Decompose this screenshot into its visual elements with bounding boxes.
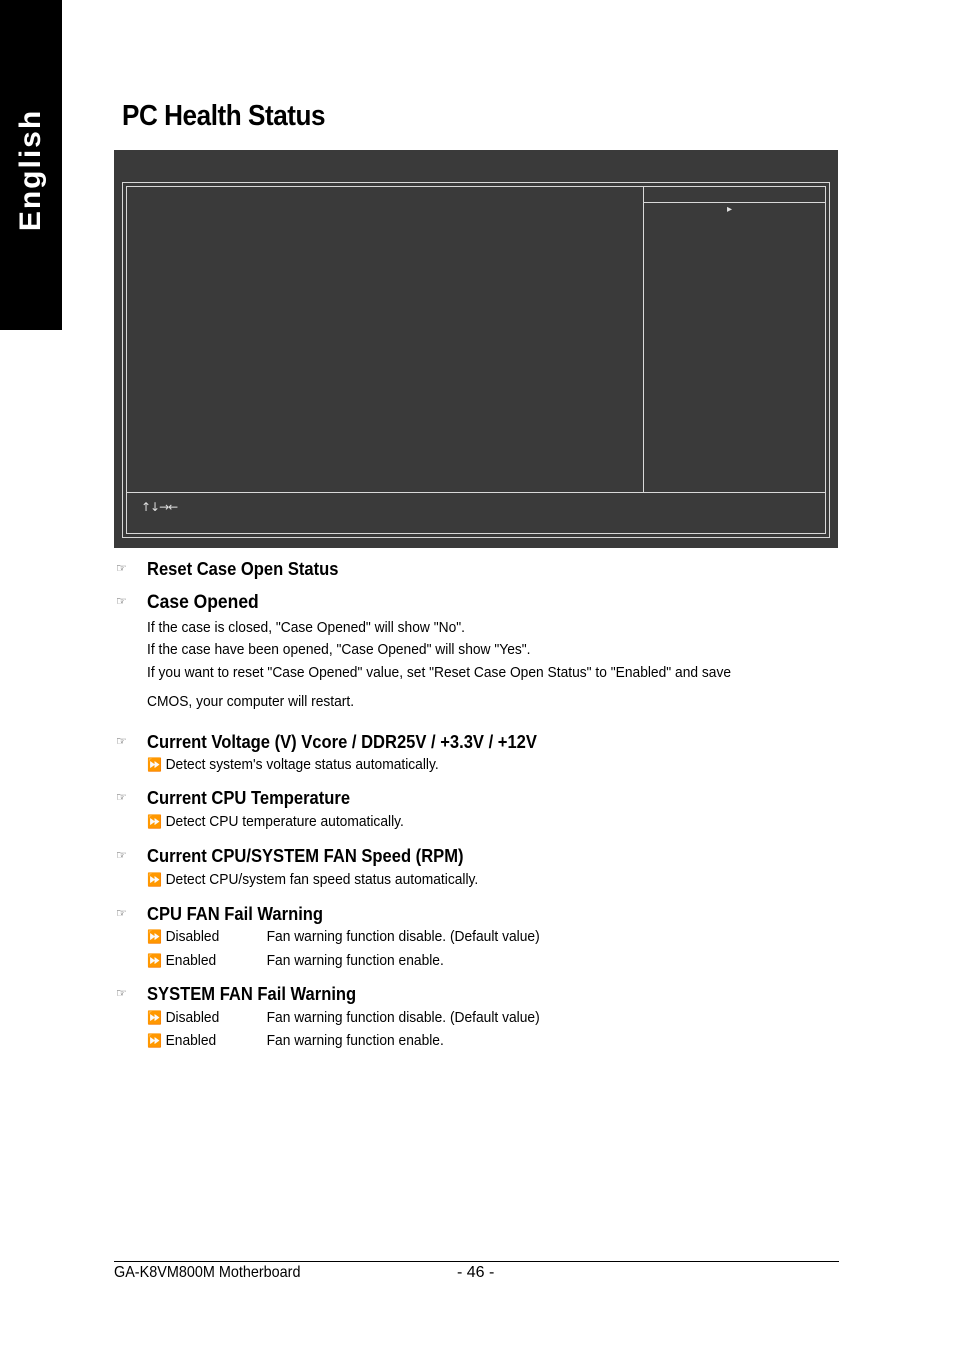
footer-model: GA-K8VM800M Motherboard	[114, 1264, 301, 1281]
language-tab-label: English	[14, 108, 47, 232]
pointing-hand-icon: ☞	[116, 594, 127, 608]
bios-nav-keys: ↑↓→←	[141, 500, 178, 514]
description-line: If the case have been opened, "Case Opened" will show "Yes".	[147, 641, 531, 658]
item-title: Current CPU/SYSTEM FAN Speed (RPM)	[147, 846, 464, 866]
bios-help-header-divider	[644, 202, 825, 203]
page-number: - 46 -	[457, 1264, 495, 1281]
pointing-hand-icon: ☞	[116, 848, 127, 862]
item-title: SYSTEM FAN Fail Warning	[147, 984, 357, 1004]
option-description: Fan warning function disable. (Default value)	[266, 928, 540, 945]
item-title: CPU FAN Fail Warning	[147, 904, 324, 924]
description-line: ⏩ Detect CPU temperature automatically.	[147, 813, 404, 830]
option-row	[147, 928, 540, 945]
double-arrow-icon: ⏩	[147, 930, 162, 945]
item-title: Reset Case Open Status	[147, 559, 339, 579]
option-description: Fan warning function enable.	[266, 1032, 444, 1049]
description-line: If you want to reset "Case Opened" value, set "Reset Case Open Status" to "Enabled" and save	[147, 664, 732, 681]
page-title: PC Health Status	[122, 100, 326, 132]
option-name: Enabled	[165, 1032, 217, 1049]
option-description: Fan warning function enable.	[266, 952, 444, 969]
language-tab	[0, 0, 62, 330]
option-name: Disabled	[165, 928, 220, 945]
bios-screenshot	[114, 150, 838, 548]
option-name: Disabled	[165, 1009, 220, 1026]
pointing-hand-icon: ☞	[116, 986, 127, 1000]
double-arrow-icon: ⏩	[147, 758, 162, 773]
option-row	[147, 1032, 444, 1049]
option-row	[147, 952, 444, 969]
double-arrow-icon: ⏩	[147, 815, 162, 830]
pointing-hand-icon: ☞	[116, 906, 127, 920]
pointing-hand-icon: ☞	[116, 734, 127, 748]
bios-inner-frame	[126, 186, 826, 534]
option-name: Enabled	[165, 952, 217, 969]
option-row	[147, 1009, 540, 1026]
description-line: ⏩ Detect system's voltage status automatically.	[147, 756, 439, 773]
bios-frame	[122, 182, 830, 538]
item-title: Current Voltage (V) Vcore / DDR25V / +3.3V / +12V	[147, 732, 537, 752]
double-arrow-icon: ⏩	[147, 873, 162, 888]
bios-settings-panel	[127, 187, 644, 492]
pointing-hand-icon: ☞	[116, 790, 127, 804]
double-arrow-icon: ⏩	[147, 1034, 162, 1049]
item-title: Case Opened	[147, 592, 259, 613]
description-line: ⏩ Detect CPU/system fan speed status automatically.	[147, 871, 479, 888]
description-line: If the case is closed, "Case Opened" will show "No".	[147, 619, 465, 636]
pointing-hand-icon: ☞	[116, 561, 127, 575]
footer-divider	[114, 1261, 839, 1262]
option-description: Fan warning function disable. (Default value)	[266, 1009, 540, 1026]
double-arrow-icon: ⏩	[147, 1011, 162, 1026]
item-title: Current CPU Temperature	[147, 788, 351, 808]
bios-status-divider	[127, 492, 825, 493]
description-line: CMOS, your computer will restart.	[147, 693, 355, 710]
double-arrow-icon: ⏩	[147, 954, 162, 969]
submenu-arrow-icon: ▸	[727, 204, 733, 215]
